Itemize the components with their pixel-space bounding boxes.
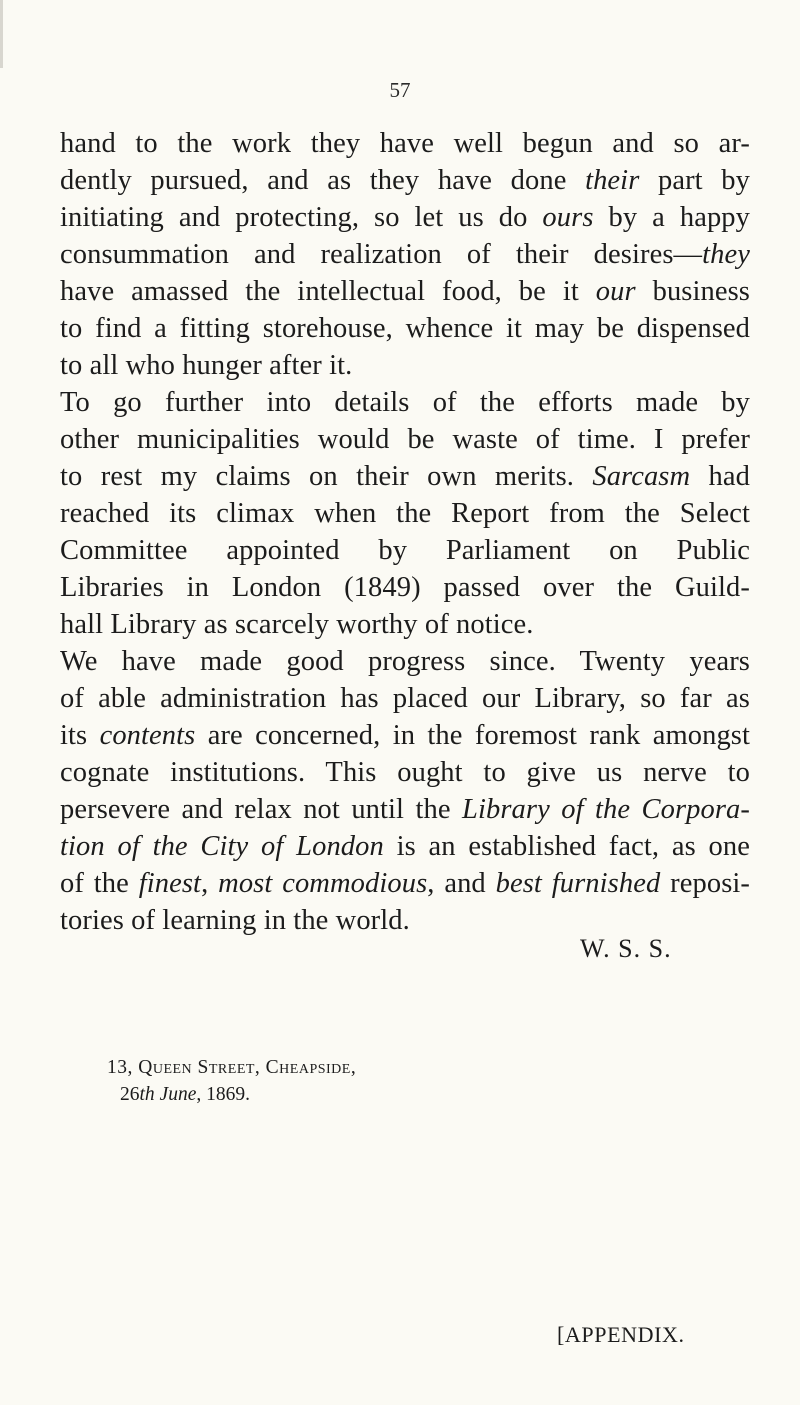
- text-line: initiating and protecting, so let us do ours by a happy: [60, 202, 750, 233]
- text-line: of able administration has placed our Library, so far as: [60, 683, 750, 714]
- text-line: its contents are concerned, in the foremost rank amongst: [60, 720, 750, 751]
- signature-initials: W. S. S.: [580, 934, 672, 963]
- italic-text: they: [702, 239, 750, 270]
- text-line: Libraries in London (1849) passed over the Guild-: [60, 572, 750, 603]
- text-line: hall Library as scarcely worthy of notice.: [60, 609, 534, 640]
- address-line: 13, Queen Street, Cheapside,: [107, 1057, 357, 1078]
- text-line: tories of learning in the world.: [60, 905, 410, 936]
- italic-text: best furnished: [495, 868, 661, 899]
- italic-text: Sarcasm: [592, 461, 691, 492]
- scan-edge-mark: [0, 0, 3, 68]
- italic-text: most commodious: [218, 868, 428, 899]
- text-line: of the finest, most commodious, and best furnished reposi-: [60, 868, 750, 899]
- catchword: [APPENDIX.: [557, 1322, 685, 1347]
- text-line: Committee appointed by Parliament on Public: [60, 535, 750, 566]
- text-line: other municipalities would be waste of time. I prefer: [60, 424, 750, 455]
- text-line: consummation and realization of their desires—they: [60, 239, 750, 270]
- address-date: 26th June, 1869.: [120, 1084, 250, 1105]
- italic-text: Library of the Corpora-: [462, 794, 751, 825]
- text-line: to all who hunger after it.: [60, 350, 353, 381]
- italic-text: June: [159, 1084, 197, 1105]
- text-line: to find a fitting storehouse, whence it may be dispensed: [60, 313, 750, 344]
- italic-text: ours: [542, 202, 594, 233]
- text-line: We have made good progress since. Twenty years: [60, 646, 750, 677]
- italic-text: finest: [138, 868, 202, 899]
- text-line: to rest my claims on their own merits. Sarcasm had: [60, 461, 750, 492]
- text-line: dently pursued, and as they have done their part by: [60, 165, 750, 196]
- italic-text: tion of the City of London: [60, 831, 384, 862]
- italic-text: our: [595, 276, 636, 307]
- body-text: [60, 125, 750, 939]
- text-line: To go further into details of the efforts made by: [60, 387, 750, 418]
- italic-text: contents: [99, 720, 196, 751]
- page-number: 57: [389, 78, 411, 102]
- text-line: persevere and relax not until the Library of the Corpora-: [60, 794, 751, 825]
- italic-text: their: [585, 165, 640, 196]
- text-line: hand to the work they have well begun and so ar-: [60, 128, 750, 159]
- text-line: have amassed the intellectual food, be it our business: [60, 276, 750, 307]
- text-line: tion of the City of London is an established fact, as one: [60, 831, 750, 862]
- text-line: cognate institutions. This ought to give us nerve to: [60, 757, 750, 788]
- text-line: reached its climax when the Report from the Select: [60, 498, 750, 529]
- italic-text: th: [139, 1084, 155, 1105]
